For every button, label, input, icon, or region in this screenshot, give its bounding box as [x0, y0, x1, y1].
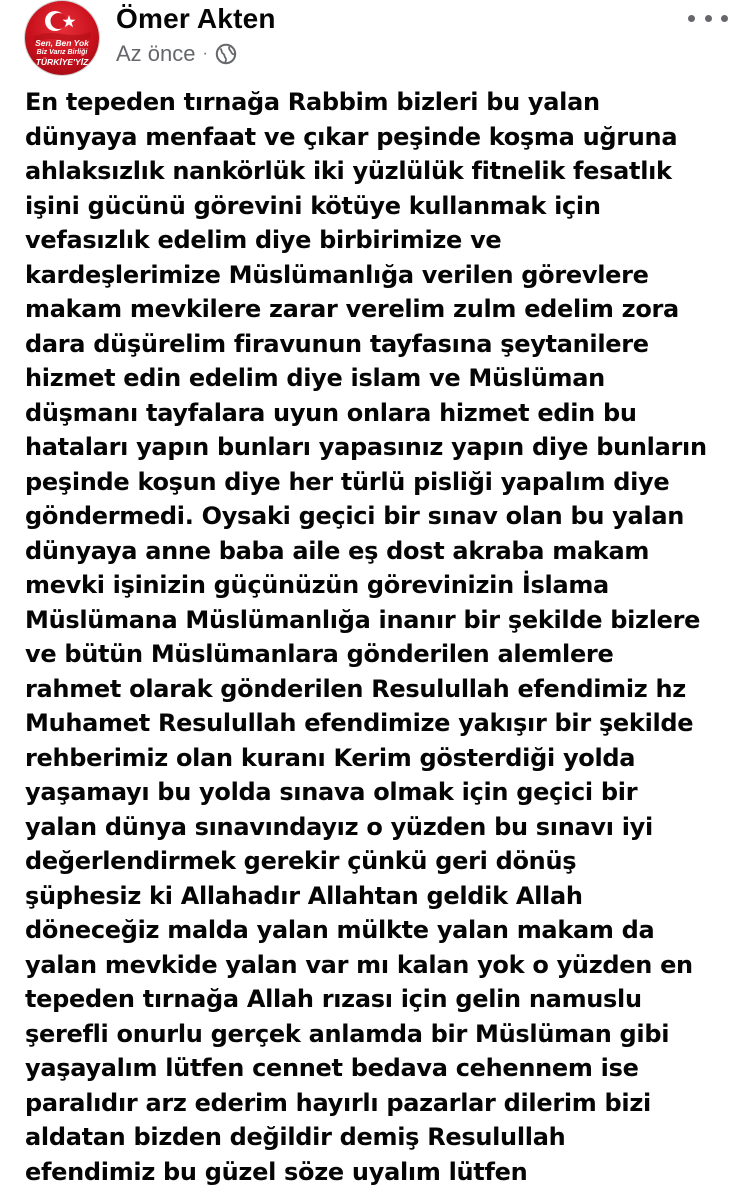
avatar-text-line-2: Biz Varız Birliği [36, 49, 88, 56]
author-name[interactable]: Ömer Akten [116, 3, 276, 34]
post-header [0, 0, 748, 80]
meta-separator: · [202, 45, 208, 62]
more-dot [688, 15, 695, 22]
post-timestamp[interactable]: Az önce [116, 41, 196, 66]
avatar-text-line-1: Sen, Ben Yok [35, 38, 89, 48]
more-dot [721, 15, 728, 22]
post-meta [116, 40, 237, 68]
globe-icon[interactable] [215, 43, 237, 65]
post-body-text: En tepeden tırnağa Rabbim bizleri bu yalan dünyaya menfaat ve çıkar peşinde koşma uğruna ahlaksızlık nankörlük iki yüzlülük fitnelik fesatlık işini gücünü görevini kötüye kullanmak için vefasızlık edelim diye birbirimize ve kardeşlerimize Müslümanlığa verilen görevlere makam mevkilere zarar verelim zulm edelim zora dara düşürelim firavunun tayfasına şeytanilere hizmet edin edelim diye islam ve Müslüman düşmanı tayfalara uyun onlara hizmet edin bu hataları yapın bunları yapasınız yapın diye bunların peşinde koşun diye her türlü pisliği yapalım diye göndermedi. Oysaki geçici bir sınav olan bu yalan dünyaya anne baba aile eş dost akraba makam mevki işinizin güçünüzün görevinizin İslama Müslümana Müslümanlığa inanır bir şekilde bizlere ve bütün Müslümanlara gönderilen alemlere rahmet olarak gönderilen Resulullah efendimiz hz Muhamet Resulullah efendimize yakışır bir şekilde rehberimiz olan kuranı Kerim gösterdiği yolda yaşamayı bu yolda sınava olmak için geçici bir yalan dünya sınavındayız o yüzden bu sınavı iyi değerlendirmek gerekir çünkü geri dönüş şüphesiz ki Allahadır Allahtan geldik Allah döneceğiz malda yalan mülkte yalan makam da yalan mevkide yalan var mı kalan yok o yüzden en tepeden tırnağa Allah rızası için gelin namuslu şerefli onurlu gerçek anlamda bir Müslüman gibi yaşayalım lütfen cennet bedava cehennem ise paralıdır arz ederim hayırlı pazarlar dilerim bizi aldatan bizden değildir demiş Resulullah efendimiz bu güzel söze uyalım lütfen [25, 88, 707, 1186]
more-dot [705, 15, 712, 22]
avatar-text-line-3: TÜRKİYE'YİZ [35, 57, 89, 67]
more-options-icon[interactable] [688, 8, 728, 28]
avatar[interactable] [25, 1, 99, 75]
